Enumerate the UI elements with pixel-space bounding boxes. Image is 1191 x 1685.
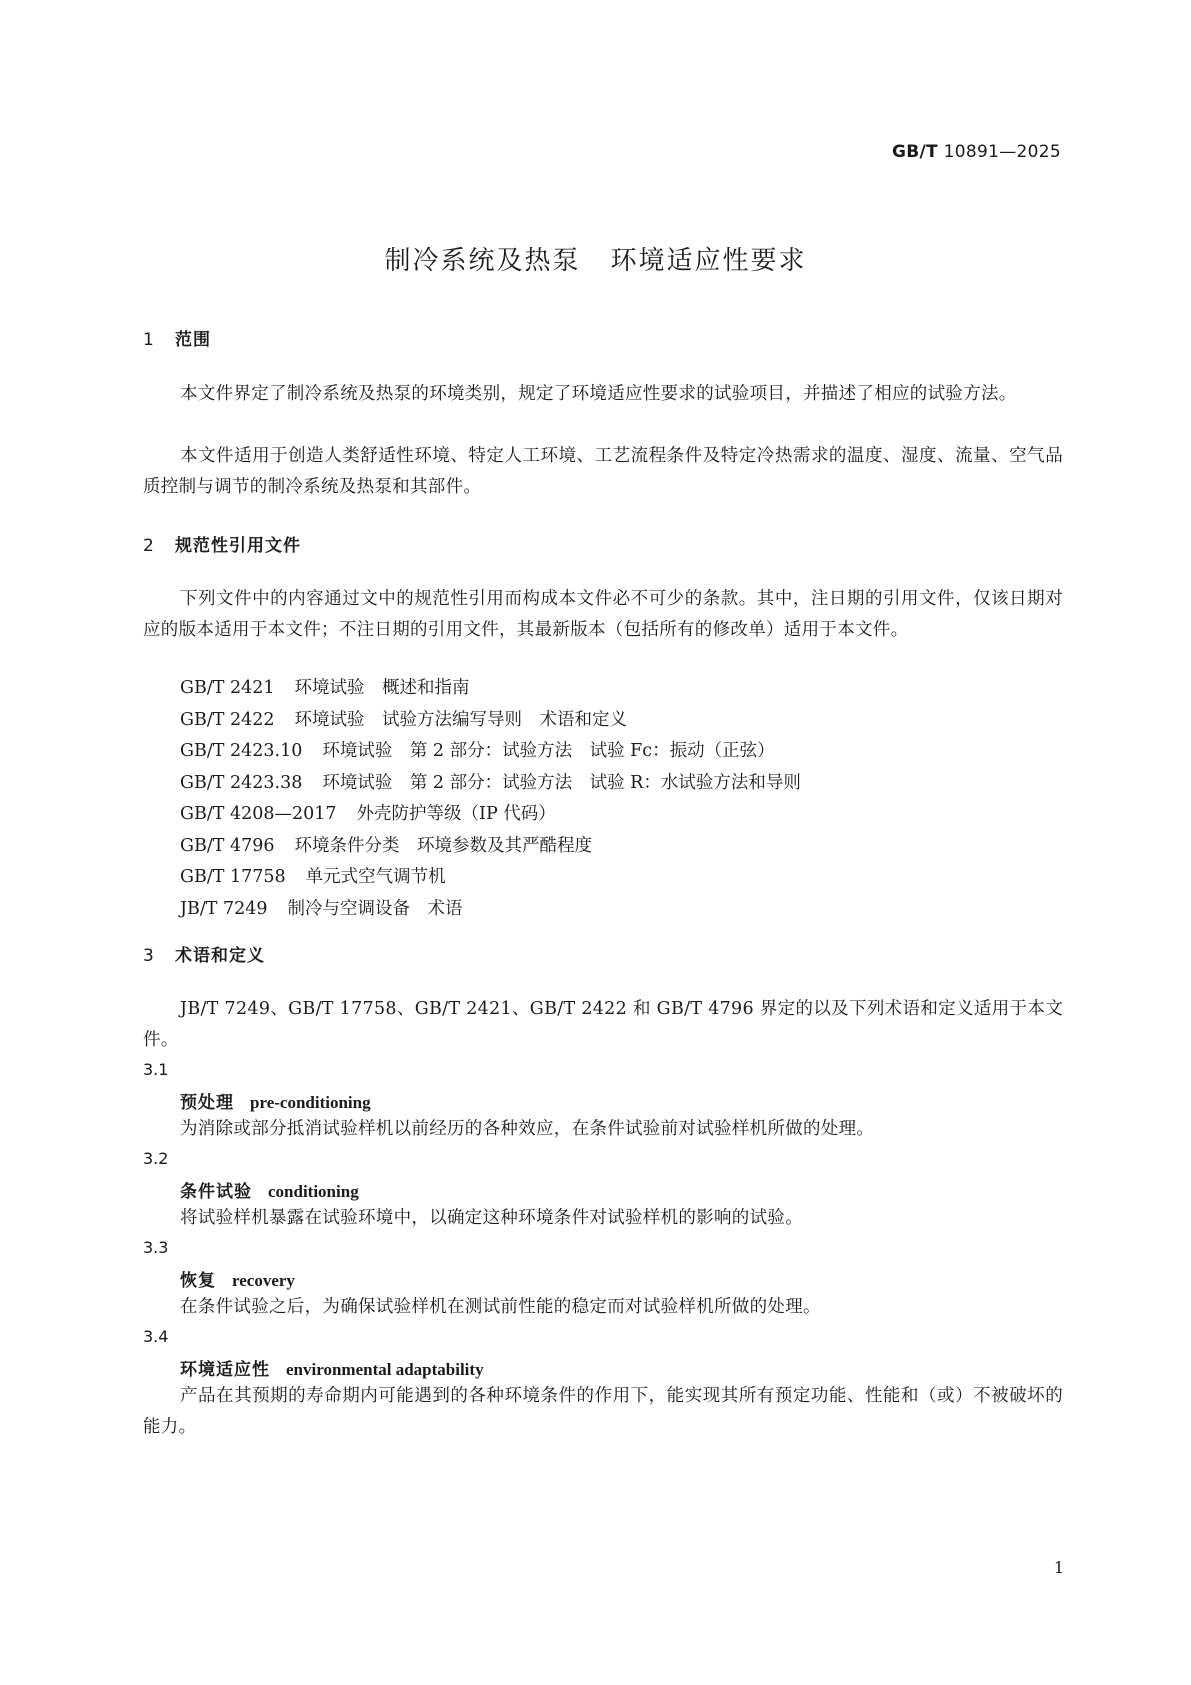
reference-title: 环境试验 第 2 部分：试验方法 试验 R：水试验方法和导则 — [322, 772, 801, 793]
page-number: 1 — [1053, 1558, 1064, 1577]
term-name — [180, 1266, 295, 1291]
section-number: 2 — [143, 536, 155, 556]
reference-title: 制冷与空调设备 术语 — [287, 898, 463, 919]
title-part-1: 制冷系统及热泵 — [384, 246, 581, 276]
reference-item — [180, 862, 801, 894]
reference-title: 环境条件分类 环境参数及其严酷程度 — [294, 835, 593, 856]
term-definition: 将试验样机暴露在试验环境中，以确定这种环境条件对试验样机的影响的试验。 — [180, 1208, 803, 1228]
paragraph: JB/T 7249、GB/T 17758、GB/T 2421、GB/T 2422 和 GB/T 4796 界定的以及下列术语和定义适用于本文件。 — [143, 999, 1063, 1050]
term-name — [180, 1355, 484, 1380]
paragraph: 下列文件中的内容通过文中的规范性引用而构成本文件必不可少的条款。其中，注日期的引用文件，仅该日期对应的版本适用于本文件；不注日期的引用文件，其最新版本（包括所有的修改单）适用于本文件。 — [143, 589, 1063, 640]
reference-item — [180, 799, 801, 831]
term-definition: 为消除或部分抵消试验样机以前经历的各种效应，在条件试验前对试验样机所做的处理。 — [180, 1119, 875, 1139]
reference-code: GB/T 2421 — [180, 678, 275, 698]
normative-references — [180, 673, 801, 925]
reference-item — [180, 673, 801, 705]
term-en: conditioning — [268, 1182, 359, 1201]
title-part-2: 环境适应性要求 — [610, 246, 807, 276]
standard-prefix: GB/T — [892, 142, 938, 162]
term-zh: 恢复 — [180, 1271, 216, 1291]
reference-item — [180, 736, 801, 768]
reference-title: 环境试验 概述和指南 — [294, 678, 470, 698]
reference-code: GB/T 2423.38 — [180, 772, 303, 793]
paragraph: 本文件适用于创造人类舒适性环境、特定人工环境、工艺流程条件及特定冷热需求的温度、湿度、流量、空气品质控制与调节的制冷系统及热泵和其部件。 — [143, 446, 1063, 497]
document-title — [0, 240, 1191, 277]
term-number: 3.2 — [143, 1149, 169, 1168]
section-title: 范围 — [175, 330, 211, 350]
reference-code: GB/T 2422 — [180, 709, 275, 730]
term-number: 3.1 — [143, 1060, 169, 1079]
term-en: pre-conditioning — [250, 1093, 371, 1112]
reference-title: 环境试验 第 2 部分：试验方法 试验 Fc：振动（正弦） — [322, 741, 775, 761]
reference-code: JB/T 7249 — [180, 898, 268, 919]
reference-item — [180, 705, 801, 737]
reference-code: GB/T 2423.10 — [180, 741, 303, 761]
section-1-heading — [143, 325, 211, 350]
reference-title: 单元式空气调节机 — [305, 867, 446, 887]
paragraph: 本文件界定了制冷系统及热泵的环境类别，规定了环境适应性要求的试验项目，并描述了相应的试验方法。 — [180, 384, 1017, 404]
term-zh: 预处理 — [180, 1093, 234, 1113]
reference-code: GB/T 4796 — [180, 835, 275, 856]
reference-item — [180, 768, 801, 800]
term-definition: 产品在其预期的寿命期内可能遇到的各种环境条件的作用下，能实现其所有预定功能、性能和（或）不被破坏的能力。 — [143, 1386, 1063, 1437]
term-name — [180, 1177, 359, 1202]
term-en: environmental adaptability — [286, 1360, 484, 1379]
standard-number: 10891—2025 — [943, 142, 1061, 162]
reference-item — [180, 831, 801, 863]
term-en: recovery — [232, 1271, 295, 1290]
reference-title: 外壳防护等级（IP 代码） — [356, 804, 556, 824]
section-number: 3 — [143, 946, 155, 966]
term-number: 3.4 — [143, 1327, 169, 1346]
term-definition: 在条件试验之后，为确保试验样机在测试前性能的稳定而对试验样机所做的处理。 — [180, 1297, 821, 1317]
term-name — [180, 1088, 371, 1113]
section-title: 术语和定义 — [175, 946, 265, 966]
section-number: 1 — [143, 330, 155, 350]
term-number: 3.3 — [143, 1238, 169, 1257]
section-title: 规范性引用文件 — [175, 536, 301, 556]
reference-title: 环境试验 试验方法编写导则 术语和定义 — [294, 709, 628, 730]
reference-code: GB/T 17758 — [180, 867, 286, 887]
term-zh: 条件试验 — [180, 1182, 252, 1202]
section-2-heading — [143, 531, 301, 556]
section-3-heading — [143, 941, 265, 966]
reference-code: GB/T 4208—2017 — [180, 804, 337, 824]
standard-code — [892, 142, 1061, 162]
reference-item — [180, 894, 801, 926]
term-zh: 环境适应性 — [180, 1360, 270, 1380]
